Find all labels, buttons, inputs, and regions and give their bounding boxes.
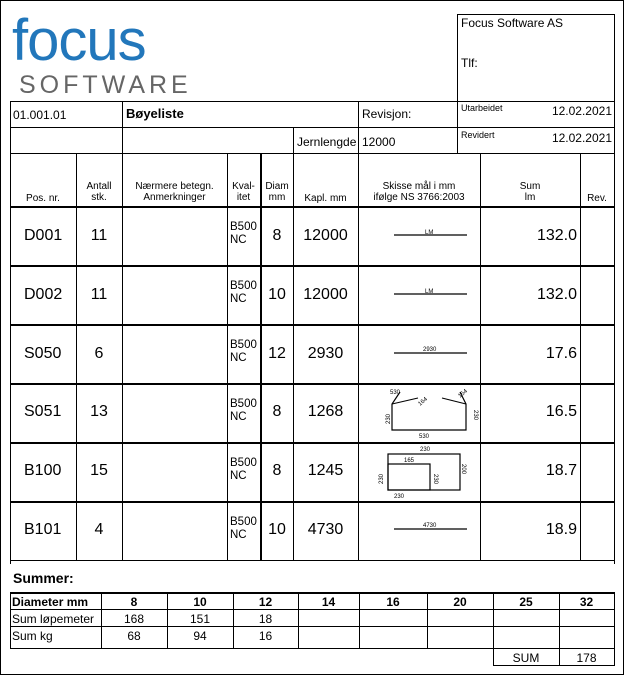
sketch-label: 4730 [423,523,437,529]
svg-text:230: 230 [432,474,438,485]
col-header-sum-1: Sum [519,181,541,192]
row-quality-2: NC [230,411,247,423]
row-qty: 11 [90,227,108,244]
col-header-desc-1: Nærmere betegn. [135,181,214,192]
col-line-6 [358,153,359,560]
svg-text:230: 230 [386,413,392,424]
row-quality-2: NC [230,293,247,305]
company-box-right [614,14,615,153]
row-pos: B100 [24,462,62,479]
row-line-3 [10,383,615,385]
summary-diameter: 20 [453,595,467,609]
svg-text:164: 164 [417,396,429,408]
row-diam: 10 [268,286,286,303]
row-pos: D001 [24,227,63,244]
summary-kg-value: 68 [127,629,141,643]
company-box-left [457,14,458,153]
summary-diameter: 12 [258,595,273,609]
col-line-3 [227,153,228,560]
bar-length-label: Jernlengde [297,135,357,149]
summary-lm-value: 151 [189,612,211,626]
row-qty: 4 [94,521,104,538]
row-sum: 132.0 [536,227,577,244]
svg-text:230: 230 [472,410,478,421]
prepared-label: Utarbeidet [461,103,503,113]
row-quality-1: B500 [230,398,257,410]
col-header-sketch-1: Skisse mål i mm [382,181,456,192]
svg-text:200: 200 [460,464,466,475]
header-mid-line [10,127,614,128]
revised-label: Revidert [461,130,495,140]
col-header-quality-2: itet [236,192,251,203]
summary-lm-value: 168 [123,612,145,626]
header-div-3 [293,127,294,153]
row-quality-1: B500 [230,516,257,528]
col-header-quality-1: Kval- [232,181,255,192]
row-diam: 8 [272,462,282,479]
col-header-cut-length: Kapl. mm [304,193,347,204]
summary-diameter: 32 [579,595,594,609]
row-line-0 [10,206,615,208]
col-header-pos: Pos. nr. [26,193,60,204]
summary-diameter: 16 [386,595,400,609]
svg-text:530: 530 [390,390,401,396]
summary-diameter: 25 [519,595,533,609]
svg-text:230: 230 [420,447,431,453]
row-qty: 13 [90,403,108,420]
row-cut-length: 12000 [303,227,348,244]
sketch-stirrup-closed [376,444,472,500]
summary-lm-value: 18 [258,612,273,626]
row-cut-length: 1245 [307,462,344,479]
row-sum: 17.6 [545,345,577,362]
company-name: Focus Software AS [461,16,564,30]
sketch-stirrup-open [384,386,480,440]
row-sum: 16.5 [545,403,577,420]
row-pos: S051 [24,403,62,420]
col-header-sum-2: lm [524,192,536,203]
row-sum: 18.7 [545,462,577,479]
row-cut-length: 2930 [307,345,344,362]
sketch-straight-bar [394,345,468,357]
col-header-rev: Rev. [587,193,607,204]
row-line-6 [10,560,615,561]
sketch-straight-bar [394,521,468,535]
svg-text:154: 154 [457,388,469,400]
row-diam: 8 [272,227,282,244]
doc-number: 01.001.01 [13,108,67,122]
col-header-sketch-2: ifølge NS 3766:2003 [373,192,465,203]
logo-software-text: SOFTWARE [19,71,192,99]
col-header-qty-1: Antall [86,181,112,192]
row-quality-2: NC [230,234,247,246]
row-sum: 132.0 [536,286,577,303]
svg-text:530: 530 [419,434,430,440]
summary-line-3 [10,648,615,649]
company-box-top [457,14,614,15]
col-header-diam-1: Diam [265,181,289,192]
row-line-4 [10,442,615,444]
row-line-2 [10,324,615,326]
row-quality-1: B500 [230,457,257,469]
row-quality-2: NC [230,352,247,364]
row-cut-length: 12000 [303,286,348,303]
row-pos: S050 [24,345,62,362]
doc-title: Bøyeliste [126,106,184,121]
prepared-date: 12.02.2021 [551,104,612,118]
row-sum: 18.9 [545,521,577,538]
summary-total-value: 178 [576,651,597,665]
row-pos: B101 [24,521,62,538]
header-div-1 [122,101,123,153]
row-cut-length: 4730 [307,521,344,538]
row-quality-2: NC [230,529,247,541]
summary-col-0 [10,592,11,648]
company-phone-label: Tlf: [461,56,478,70]
row-quality-1: B500 [230,339,257,351]
sketch-straight-bar [394,287,468,299]
table-left-border [10,101,11,564]
summary-line-4 [493,665,615,666]
summary-title: Summer: [13,570,74,586]
row-qty: 6 [94,345,104,362]
header-div-2 [358,101,359,153]
header-top-line [10,101,614,102]
summary-kg-label: Sum kg [12,629,53,643]
col-line-2 [122,153,123,560]
bar-length-value: 12000 [362,135,396,149]
summary-diameter: 8 [130,595,138,609]
header-bottom-line [10,153,614,154]
col-line-8 [580,153,581,560]
col-header-desc-2: Anmerkninger [143,192,206,203]
col-header-diam-2: mm [268,192,286,203]
summary-diameter: 10 [193,595,207,609]
summary-col-9 [614,592,615,665]
revised-date: 12.02.2021 [551,131,612,145]
svg-text:230: 230 [394,494,405,500]
sketch-label: LM [425,289,434,295]
row-line-5 [10,501,615,503]
svg-text:165: 165 [404,458,415,464]
row-qty: 11 [90,286,108,303]
summary-kg-value: 94 [193,629,207,643]
summary-kg-value: 16 [258,629,273,643]
summary-total-label: SUM [512,651,540,665]
row-quality-1: B500 [230,221,257,233]
summary-diameter-label: Diameter mm [12,595,89,609]
logo-focus-text: focus [12,8,146,73]
summary-diameter: 14 [321,595,336,609]
row-qty: 15 [90,462,108,479]
sketch-label: LM [425,230,434,236]
row-quality-1: B500 [230,280,257,292]
row-line-1 [10,265,615,267]
row-diam: 12 [268,345,286,362]
col-header-qty-2: stk. [91,192,107,203]
row-pos: D002 [24,286,63,303]
revision-label: Revisjon: [362,107,412,121]
row-quality-2: NC [230,470,247,482]
row-diam: 8 [272,403,282,420]
sketch-straight-bar [394,228,468,240]
summary-lm-label: Sum løpemeter [12,612,95,626]
row-cut-length: 1268 [307,403,344,420]
sketch-label: 2930 [423,347,437,353]
row-diam: 10 [268,521,286,538]
svg-text:230: 230 [379,473,385,484]
